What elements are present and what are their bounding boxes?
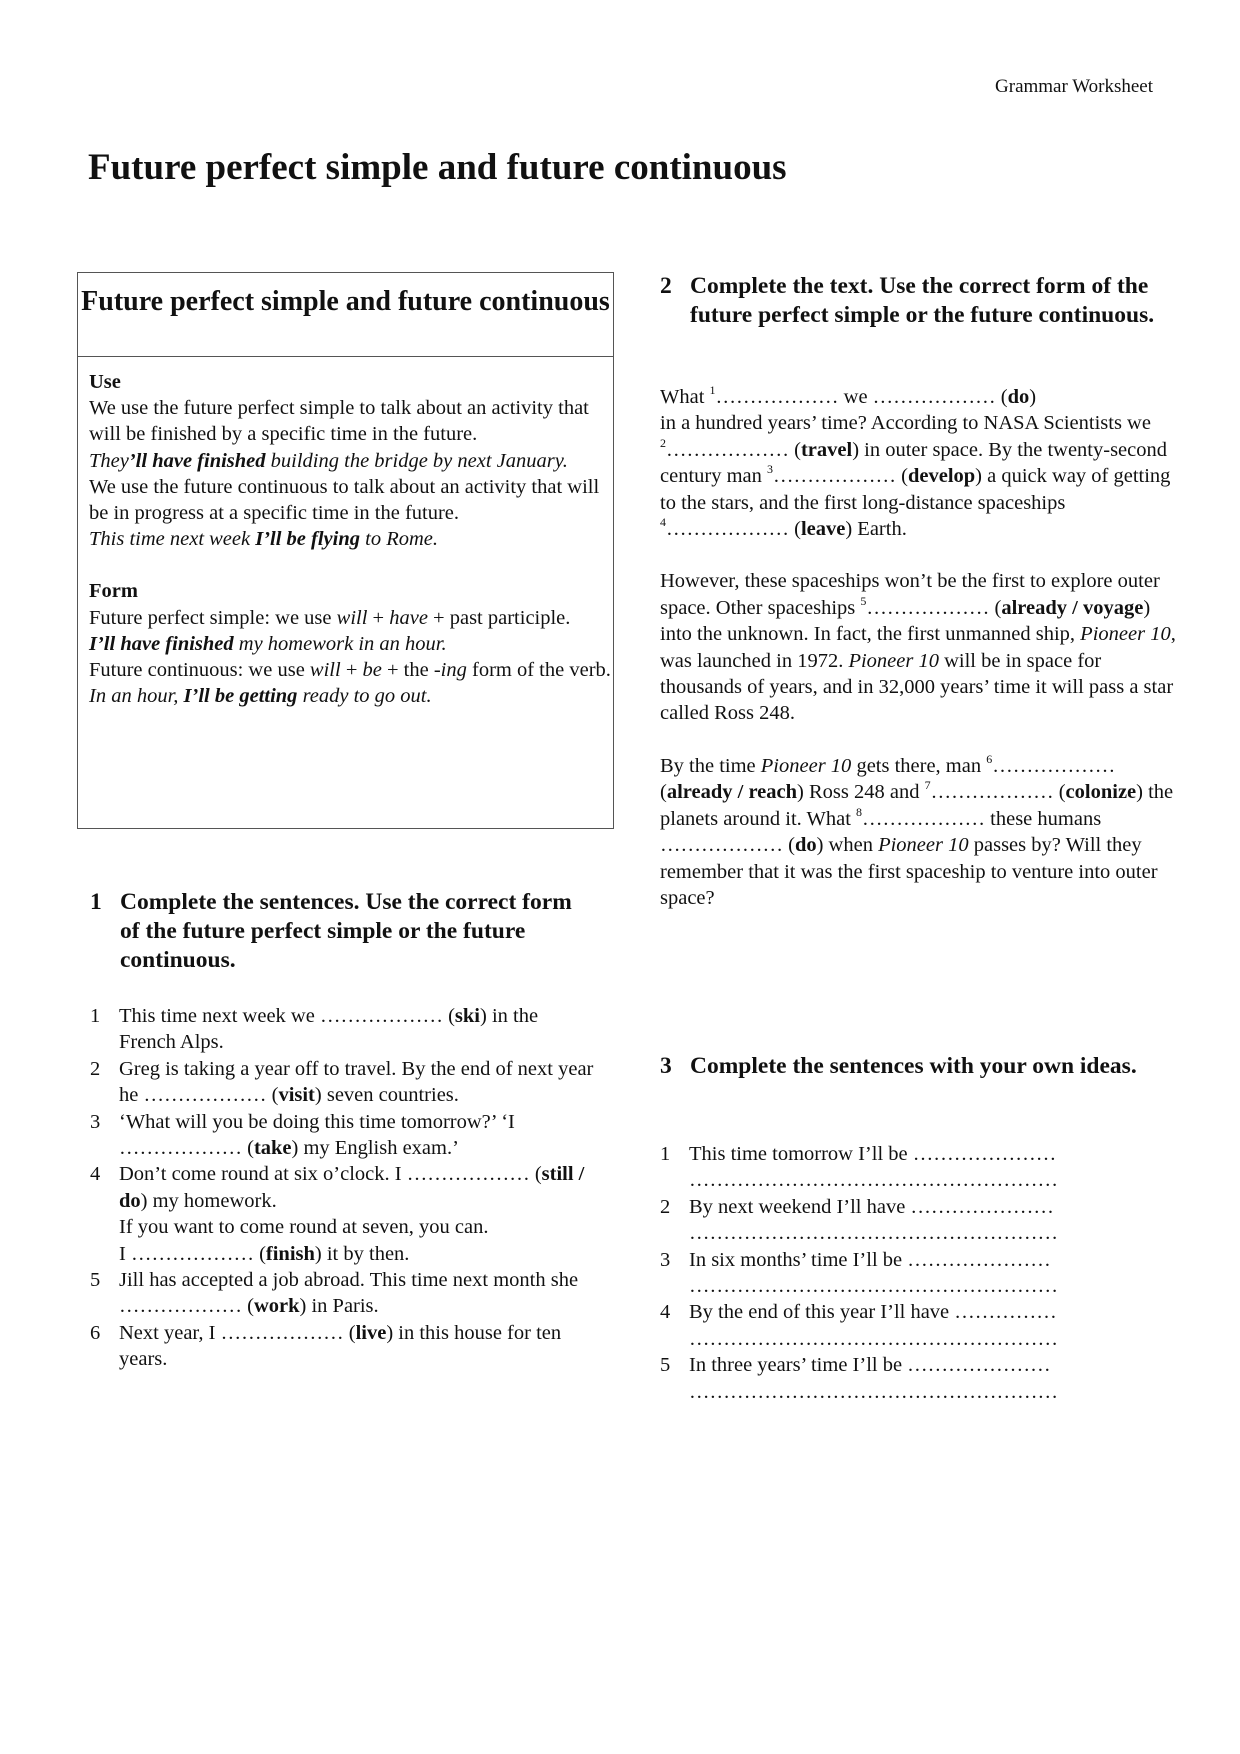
grammar-reference-box bbox=[77, 272, 614, 829]
exercise-1-item: 6 Next year, I ……………… (live) in this house for ten years. bbox=[90, 1321, 562, 1371]
example-sentence-1: They’ll have finished building the bridge by next January. bbox=[89, 449, 568, 472]
example-sentence-4: In an hour, I’ll be getting ready to go out. bbox=[89, 685, 432, 708]
exercise-1-heading: 1 Complete the sentences. Use the correct form of the future perfect simple or the future continuous. bbox=[90, 889, 572, 973]
exercise-1-item: 4 Don’t come round at six o’clock. I ……………… (still / do) my homework. If you want to come round at seven, you can. I ……………… (finish) it by then. bbox=[90, 1163, 585, 1265]
exercise-3-list bbox=[660, 1141, 1120, 1405]
exercise-3-item: 4 By the end of this year I’ll have …………… ……………………………………………… bbox=[660, 1301, 1058, 1350]
use-text-2: We use the future continuous to talk about an activity that will be in progress at a specific time in the future. bbox=[89, 475, 600, 525]
exercise-2-heading: 2 Complete the text. Use the correct form of the future perfect simple or the future continuous. bbox=[660, 273, 1155, 328]
exercise-3-item: 5 In three years’ time I’ll be ………………… ……………………………………………… bbox=[660, 1354, 1058, 1403]
exercise-1-list bbox=[90, 1003, 600, 1373]
example-sentence-3: I’ll have finished my homework in an hour. bbox=[89, 632, 447, 655]
grammar-box-body bbox=[78, 357, 613, 709]
example-sentence-2: This time next week I’ll be flying to Rome. bbox=[89, 528, 438, 551]
form-text-1: Future perfect simple: we use will + have + past participle. bbox=[89, 606, 571, 629]
exercise-3-item: 1 This time tomorrow I’ll be ………………… ……………………………………………… bbox=[660, 1143, 1058, 1192]
exercise-2-paragraph-1: What $^1$……………… we ……………… (do) in a hundred years’ time? According to NASA Scientists we $^2$……………… (travel) in outer space. By the twenty-second century man $^3$……………… (develop) a quick way of getting to the stars, and the first long-distance spaceships $^4$……………… (leave) Earth. bbox=[660, 383, 1171, 541]
exercise-1-item: 5 Jill has accepted a job abroad. This time next month she ……………… (work) in Paris. bbox=[90, 1269, 579, 1318]
exercise-2-paragraph-2: However, these spaceships won’t be the first to explore outer space. Other spaceships $^5$……………… (already / voyage) into the unknown. In fact, the first unmanned ship, Pioneer 10, was launched in 1972. Pioneer 10 will be in space for thousands of years, and in 32,000 years’ time it will pass a star called Ross 248. bbox=[660, 570, 1176, 725]
exercise-2-text bbox=[660, 384, 1180, 937]
page-title: Future perfect simple and future continuous bbox=[88, 147, 787, 188]
use-text-1: We use the future perfect simple to talk about an activity that will be finished by a specific time in the future. bbox=[89, 397, 589, 446]
exercise-1-item: 1 This time next week we ……………… (ski) in the French Alps. bbox=[90, 1005, 539, 1054]
form-text-2: Future continuous: we use will + be + the -ing form of the verb. bbox=[89, 659, 611, 682]
exercise-1-item: 2 Greg is taking a year off to travel. By the end of next year he ……………… (visit) seven countries. bbox=[90, 1057, 594, 1107]
form-heading: Form bbox=[89, 580, 138, 603]
worksheet-label: Grammar Worksheet bbox=[995, 76, 1153, 97]
exercise-3-item: 3 In six months’ time I’ll be ………………… ……………………………………………… bbox=[660, 1248, 1058, 1298]
exercise-2-paragraph-3: By the time Pioneer 10 gets there, man $^6$……………… (already / reach) Ross 248 and $^7$……………… (colonize) the planets around it. What $^8$……………… these humans ……………… (do) when Pioneer 10 passes by? Will they remember that it was the first spaceship to venture into outer space? bbox=[660, 751, 1174, 909]
exercise-3-item: 2 By next weekend I’ll have ………………… ……………………………………………… bbox=[660, 1195, 1058, 1245]
use-heading: Use bbox=[89, 371, 121, 393]
exercise-1-item: 3 ‘What will you be doing this time tomorrow?’ ‘I ……………… (take) my English exam.’ bbox=[90, 1110, 515, 1160]
exercise-3-heading: 3 Complete the sentences with your own ideas. bbox=[660, 1053, 1137, 1079]
grammar-box-title: Future perfect simple and future continuous bbox=[78, 273, 613, 357]
